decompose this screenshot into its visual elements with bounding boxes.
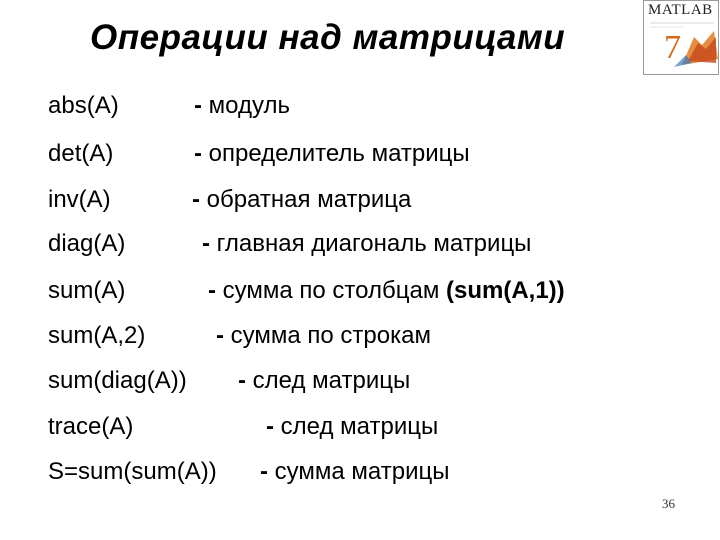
- matlab-logo-word: MATLAB: [648, 2, 713, 18]
- description: след матрицы: [274, 413, 439, 440]
- dash: -: [202, 230, 210, 257]
- command-name: diag(A): [48, 230, 126, 257]
- description: сумма по столбцам: [216, 277, 446, 304]
- dash: -: [192, 186, 200, 213]
- dash: -: [194, 92, 202, 119]
- description: сумма по строкам: [224, 322, 431, 349]
- description: след матрицы: [246, 367, 411, 394]
- dash: -: [260, 458, 268, 485]
- command-name: trace(A): [48, 413, 134, 440]
- dash: -: [208, 277, 216, 304]
- description: модуль: [202, 92, 290, 119]
- matlab-logo-version: 7: [664, 29, 681, 66]
- description: обратная матрица: [200, 186, 412, 213]
- description: определитель матрицы: [202, 140, 470, 167]
- command-name: sum(A): [48, 277, 126, 304]
- command-name: sum(A,2): [48, 322, 146, 349]
- dash: -: [194, 140, 202, 167]
- command-name: sum(diag(A)): [48, 367, 187, 394]
- command-name: abs(A): [48, 92, 119, 119]
- matlab-membrane-icon: [644, 1, 720, 76]
- command-name: S=sum(sum(A)): [48, 458, 217, 485]
- description-extra: (sum(A,1)): [445, 277, 565, 304]
- slide-title: Операции над матрицами: [90, 18, 566, 57]
- dash: -: [238, 367, 246, 394]
- command-name: inv(A): [48, 186, 111, 213]
- dash: -: [216, 322, 224, 349]
- command-name: det(A): [48, 140, 114, 167]
- matlab-logo: [643, 0, 719, 75]
- description: сумма матрицы: [268, 458, 450, 485]
- page-number: 36: [662, 496, 675, 511]
- description: главная диагональ матрицы: [210, 230, 532, 257]
- dash: -: [266, 413, 274, 440]
